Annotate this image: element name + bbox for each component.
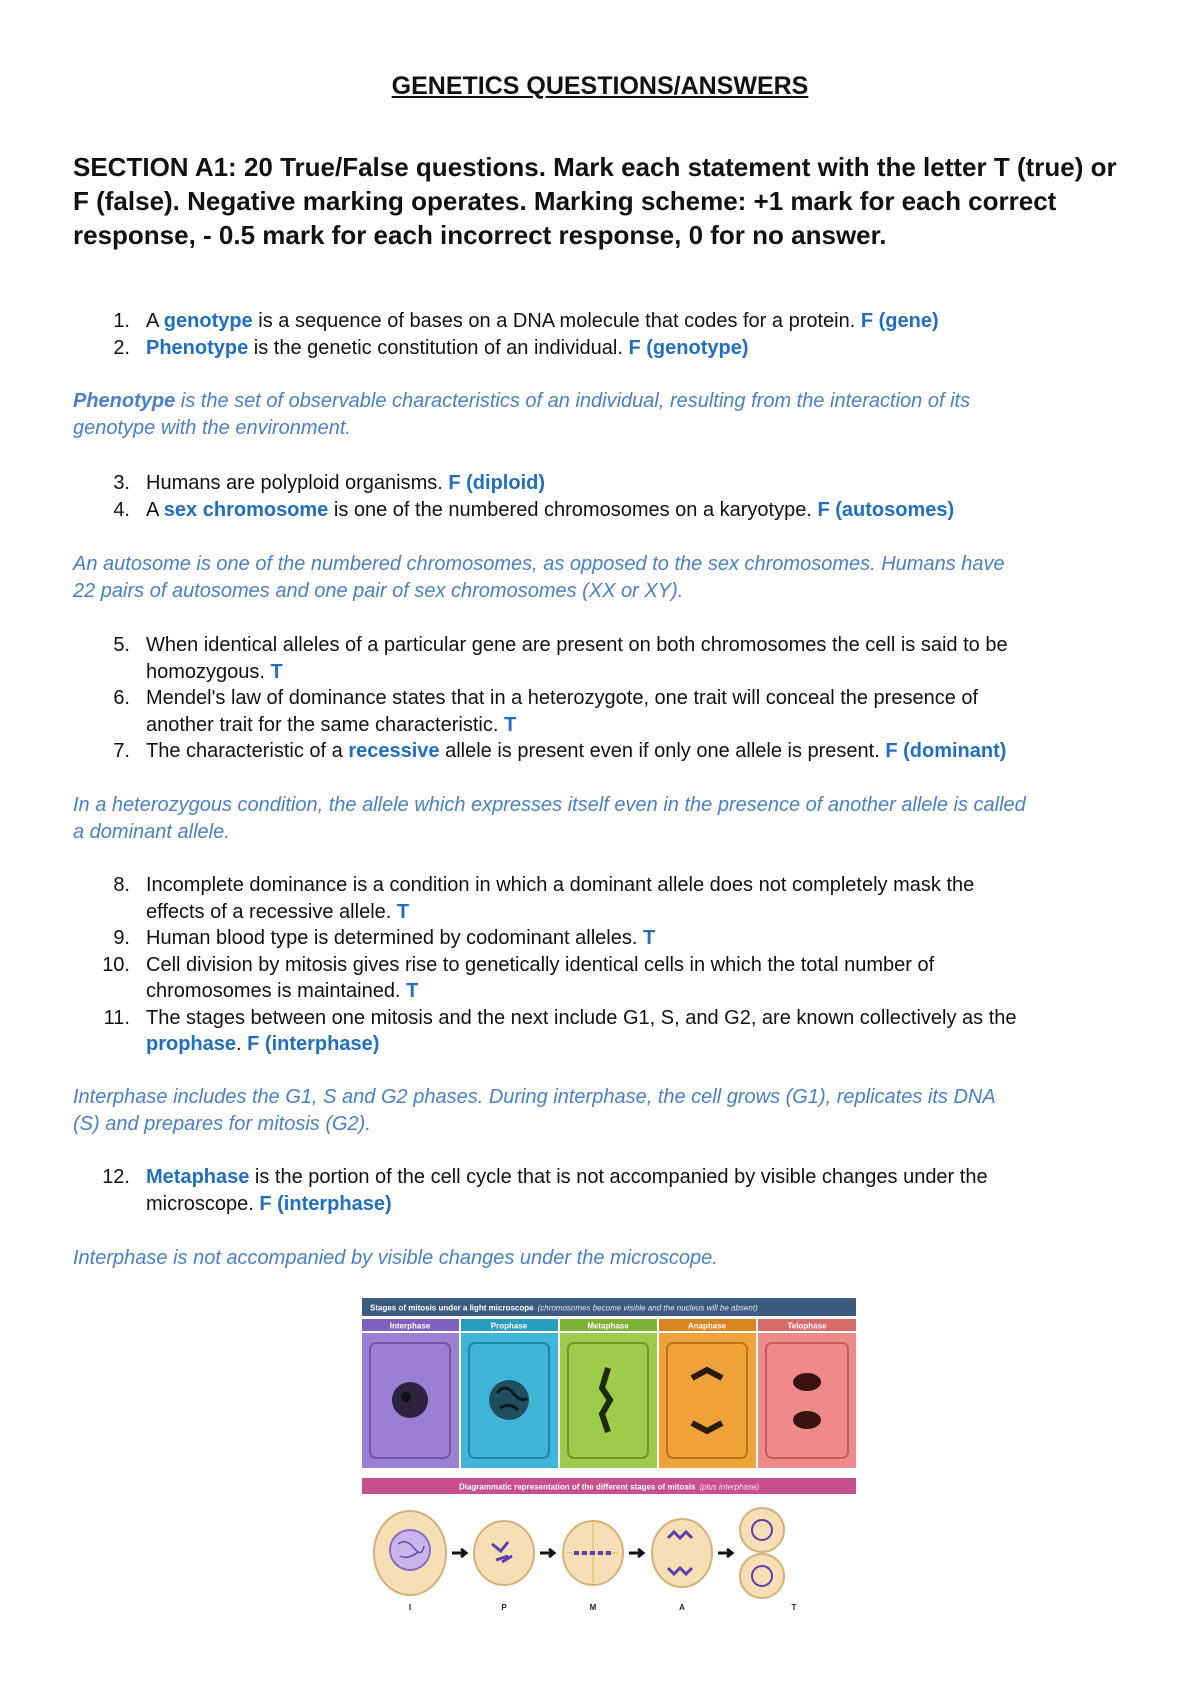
answer: F (diploid)	[448, 472, 546, 494]
stage-label: Telophase	[787, 1321, 827, 1331]
answer: F (dominant)	[885, 740, 1007, 762]
stage-label: Interphase	[389, 1321, 431, 1331]
answer: F (interphase)	[247, 1033, 380, 1055]
question-5: 5. When identical alleles of a particular gene are present on both chromosomes the cell is said to be homozygous. T	[113, 634, 1008, 683]
stage-label: Anaphase	[687, 1321, 727, 1331]
anaphase-cell-diagram	[652, 1519, 712, 1587]
answer: F (interphase)	[259, 1192, 392, 1215]
question-list-4	[73, 872, 1148, 1058]
answer: T	[406, 980, 419, 1002]
key-term: prophase	[146, 1033, 237, 1055]
figure-header: Stages of mitosis under a light microscope (chromosomes become visible and the nucleus will be absent)	[370, 1303, 758, 1313]
question-list-1	[73, 308, 1148, 361]
question-9: 9. Human blood type is determined by codominant alleles. T	[113, 927, 656, 949]
diagram-letter: T	[791, 1603, 797, 1612]
question-6: 6. Mendel's law of dominance states that in a heterozygote, one trait will conceal the presence of another trait for the same characteristic. T	[113, 687, 979, 736]
stage-label: Prophase	[490, 1321, 528, 1331]
question-12: 12. Metaphase is the portion of the cell cycle that is not accompanied by visible changes under the microscope. F (interphase)	[102, 1166, 988, 1215]
answer: F (gene)	[860, 310, 939, 332]
key-term: recessive	[348, 740, 440, 762]
answer: T	[642, 927, 656, 949]
question-11: 11. The stages between one mitosis and the next include G1, S, and G2, are known collectively as the prophase. F (interphase)	[103, 1006, 1017, 1055]
question-8: 8. Incomplete dominance is a condition in which a dominant allele does not completely mask the effects of a recessive allele. T	[113, 874, 975, 923]
answer: T	[270, 660, 283, 683]
stage-label: Metaphase	[587, 1321, 629, 1331]
question-7: 7. The characteristic of a recessive allele is present even if only one allele is present. F (dominant)	[113, 740, 1007, 762]
answer: T	[396, 900, 410, 923]
question-list-5	[73, 1164, 1148, 1217]
key-term: sex chromosome	[163, 498, 329, 521]
mitosis-figure	[362, 1298, 856, 1616]
question-4: 4. A sex chromosome is one of the numbered chromosomes on a karyotype. F (autosomes)	[113, 498, 955, 521]
question-list-2	[73, 470, 1148, 523]
diagram-header: Diagrammatic representation of the different stages of mitosis (plus interphase)	[458, 1482, 760, 1492]
answer: F (genotype)	[628, 336, 749, 359]
section-heading: SECTION A1: 20 True/False questions. Mark each statement with the letter T (true) or F (false). Negative marking operates. Marking scheme: +1 mark for each correct response, - 0.5 mark for each incorrect response, 0 for no answer.	[73, 152, 1117, 250]
page-title: GENETICS QUESTIONS/ANSWERS	[391, 72, 809, 100]
explanation-autosome: An autosome is one of the numbered chromosomes, as opposed to the sex chromosomes. Humans have 22 pairs of autosomes and one pair of sex chromosomes (XX or XY).	[73, 553, 1005, 602]
key-term: Metaphase	[146, 1166, 250, 1188]
question-list-3	[73, 632, 1148, 765]
diagram-letter: P	[501, 1603, 507, 1612]
question-2: 2. Phenotype is the genetic constitution of an individual. F (genotype)	[113, 336, 749, 359]
prophase-cell-diagram	[474, 1521, 534, 1585]
anaphase-micrograph	[659, 1333, 756, 1468]
answer: F (autosomes)	[817, 498, 955, 521]
diagram-letter: A	[679, 1603, 685, 1612]
diagram-letter: I	[408, 1603, 412, 1612]
key-term: Phenotype	[146, 336, 249, 359]
telophase-cell-diagram	[740, 1508, 784, 1552]
question-3: 3. Humans are polyploid organisms. F (diploid)	[113, 472, 546, 494]
question-1: 1. A genotype is a sequence of bases on a DNA molecule that codes for a protein. F (gene)	[113, 310, 939, 332]
explanation-interphase-microscope: Interphase is not accompanied by visible changes under the microscope.	[73, 1247, 718, 1269]
telophase-micrograph	[758, 1333, 856, 1468]
explanation-phenotype: Phenotype is the set of observable characteristics of an individual, resulting from the interaction of its genotype with the environment.	[73, 390, 971, 439]
explanation-dominant: In a heterozygous condition, the allele which expresses itself even in the presence of another allele is called a dominant allele.	[73, 794, 1026, 843]
diagram-letter: M	[589, 1603, 597, 1612]
key-term: genotype	[163, 310, 253, 332]
question-10: 10. Cell division by mitosis gives rise to genetically identical cells in which the total number of chromosomes is maintained. T	[102, 953, 935, 1002]
answer: T	[503, 713, 517, 736]
explanation-interphase: Interphase includes the G1, S and G2 phases. During interphase, the cell grows (G1), replicates its DNA (S) and prepares for mitosis (G2).	[73, 1086, 996, 1135]
